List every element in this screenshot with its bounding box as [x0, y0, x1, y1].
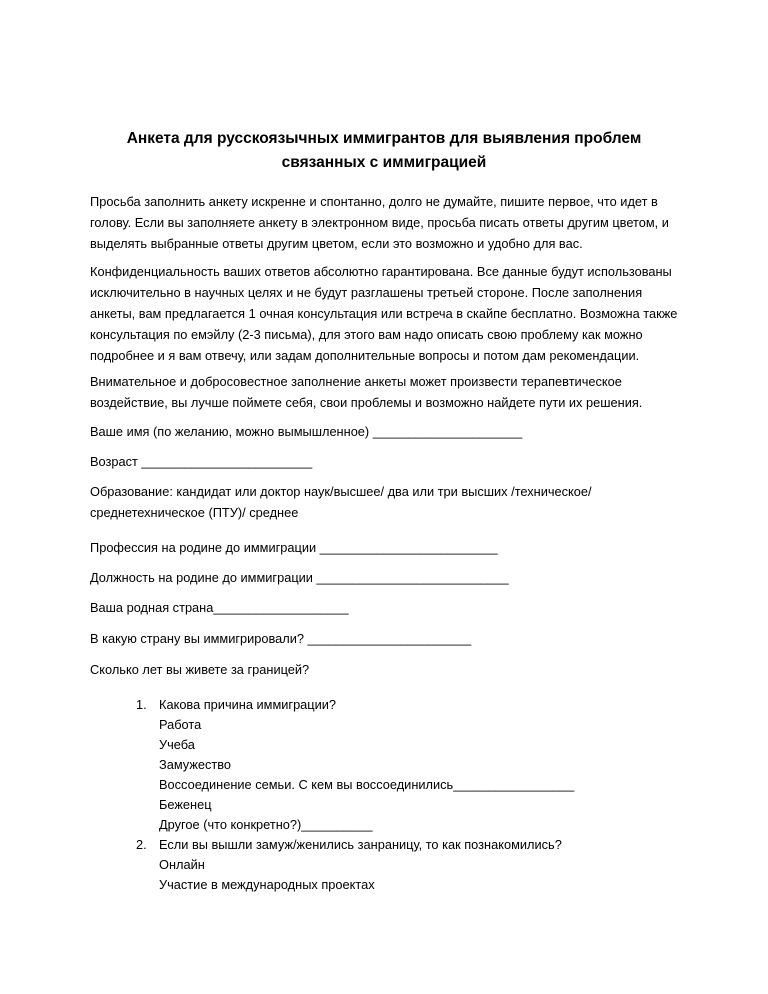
education-field-line-1[interactable]: Образование: кандидат или доктор наук/высшее/ два или три высших /техническое/	[90, 484, 592, 499]
confidentiality-line-5: подробнее и я вам отвечу, или задам дополнительные вопросы и потом дам рекомендации.	[90, 348, 640, 363]
name-field[interactable]: Ваше имя (по желанию, можно вымышленное) _____________________	[90, 424, 523, 439]
intro-line-1: Просьба заполнить анкету искренне и спонтанно, долго не думайте, пишите первое, что идет в	[90, 194, 658, 209]
question-1-option-4[interactable]: Воссоединение семьи. С кем вы воссоединились_________________	[159, 777, 575, 792]
question-1-text: Какова причина иммиграции?	[159, 697, 337, 712]
country-field[interactable]: Ваша родная страна___________________	[90, 600, 349, 615]
question-1-option-5[interactable]: Беженец	[159, 797, 212, 812]
question-2-number: 2.	[136, 837, 147, 852]
education-field-line-2[interactable]: среднетехническое (ПТУ)/ среднее	[90, 505, 299, 520]
document-title-line-1: Анкета для русскоязычных иммигрантов для выявления проблем	[126, 130, 642, 147]
position-field[interactable]: Должность на родине до иммиграции ___________________________	[90, 570, 509, 585]
question-1-number: 1.	[136, 697, 147, 712]
age-field[interactable]: Возраст ________________________	[90, 454, 313, 469]
therapeutic-line-2: воздействие, вы лучше поймете себя, свои проблемы и возможно найдете пути их решения.	[90, 395, 643, 410]
immigrated-to-field[interactable]: В какую страну вы иммигрировали? _______________________	[90, 631, 472, 646]
question-1-option-3[interactable]: Замужество	[159, 757, 232, 772]
question-1-option-1[interactable]: Работа	[159, 717, 202, 732]
question-1-option-6[interactable]: Другое (что конкретно?)__________	[159, 817, 373, 832]
question-2-text: Если вы вышли замуж/женились занраницу, то как познакомились?	[159, 837, 562, 852]
therapeutic-line-1: Внимательное и добросовестное заполнение анкеты может произвести терапевтическое	[90, 374, 622, 389]
confidentiality-line-2: исключительно в научных целях и не будут разглашены третьей стороне. После заполнения	[90, 285, 643, 300]
intro-line-3: выделять выбранные ответы другим цветом, если это возможно и удобно для вас.	[90, 236, 583, 251]
profession-field[interactable]: Профессия на родине до иммиграции _________________________	[90, 540, 498, 555]
document-title-line-2: связанных с иммиграцией	[281, 154, 487, 171]
question-2-option-1[interactable]: Онлайн	[159, 857, 205, 872]
question-2-option-2[interactable]: Участие в международных проектах	[159, 877, 375, 892]
question-1-option-2[interactable]: Учеба	[159, 737, 195, 752]
confidentiality-line-3: анкеты, вам предлагается 1 очная консультация или встреча в скайпе бесплатно. Возможна также	[90, 306, 678, 321]
confidentiality-line-4: консультация по емэйлу (2-3 письма), для этого вам надо описать свою проблему как можно	[90, 327, 643, 342]
confidentiality-line-1: Конфиденциальность ваших ответов абсолютно гарантирована. Все данные будут использованы	[90, 264, 672, 279]
years-abroad-field[interactable]: Сколько лет вы живете за границей?	[90, 662, 310, 677]
intro-line-2: голову. Если вы заполняете анкету в электронном виде, просьба писать ответы другим цветом, и	[90, 215, 669, 230]
